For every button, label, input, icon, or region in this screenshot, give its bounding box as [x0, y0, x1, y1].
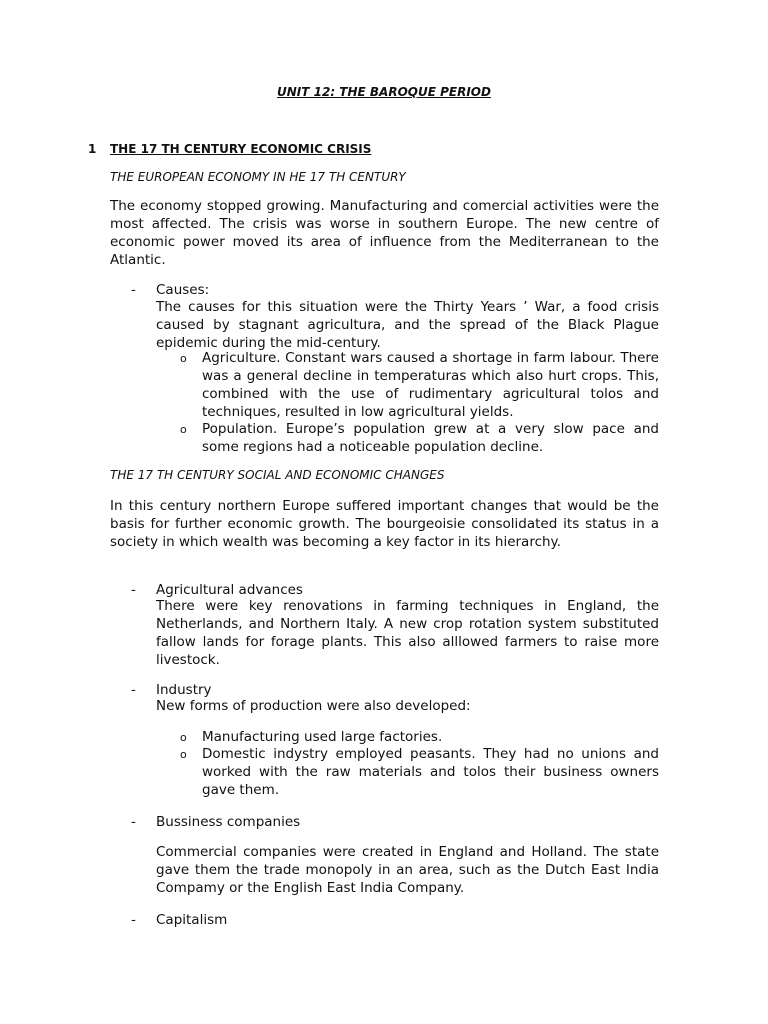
industry-manufacturing: Manufacturing used large factories. — [202, 729, 443, 745]
dash-marker: - — [131, 582, 136, 598]
subheading-european-economy: THE EUROPEAN ECONOMY IN HE 17 TH CENTURY — [110, 170, 406, 184]
dash-marker: - — [131, 282, 136, 298]
subheading-social-changes: THE 17 TH CENTURY SOCIAL AND ECONOMIC CHANGES — [110, 468, 445, 482]
business-companies-label: Bussiness companies — [156, 814, 301, 830]
bullet-marker: o — [180, 748, 187, 761]
agricultural-advances-label: Agricultural advances — [156, 582, 303, 598]
capitalism-label: Capitalism — [156, 912, 228, 928]
industry-body: New forms of production were also developed: — [156, 698, 471, 714]
causes-population: Population. Europe’s population grew at a very slow pace and some regions had a noticeable population decline. — [202, 421, 659, 455]
bullet-marker: o — [180, 352, 187, 365]
section-number: 1 — [88, 142, 97, 156]
dash-marker: - — [131, 682, 136, 698]
page-title: UNIT 12: THE BAROQUE PERIOD — [277, 85, 491, 99]
causes-label: Causes: — [156, 282, 210, 298]
causes-agriculture: Agriculture. Constant wars caused a shortage in farm labour. There was a general decline in temperaturas which also hurt crops. This, combined with the use of rudimentary agricultural tolos and techniques, resulted in low agricultural yields. — [202, 350, 659, 420]
bullet-marker: o — [180, 423, 187, 436]
causes-body: The causes for this situation were the Thirty Years ’ War, a food crisis caused by stagnant agricultura, and the spread of the Black Plague epidemic during the mid-century. — [156, 299, 659, 351]
section-title: THE 17 TH CENTURY ECONOMIC CRISIS — [110, 142, 372, 156]
business-companies-body: Commercial companies were created in England and Holland. The state gave them the trade monopoly in an area, such as the Dutch East India Compamy or the English East India Company. — [156, 844, 659, 896]
agricultural-advances-body: There were key renovations in farming techniques in England, the Netherlands, and Northern Italy. A new crop rotation system substituted fallow lands for forage plants. This also alllowed farmers to raise more livestock. — [156, 598, 659, 668]
paragraph-northern-europe: In this century northern Europe suffered important changes that would be the basis for further economic growth. The bourgeoisie consolidated its status in a society in which wealth was becoming a key factor in its hierarchy. — [110, 498, 659, 550]
industry-domestic: Domestic indystry employed peasants. They had no unions and worked with the raw materials and tolos their business owners gave them. — [202, 746, 659, 798]
bullet-marker: o — [180, 731, 187, 744]
dash-marker: - — [131, 814, 136, 830]
paragraph-economy: The economy stopped growing. Manufacturing and comercial activities were the most affected. The crisis was worse in southern Europe. The new centre of economic power moved its area of influence from the Mediterranean to the Atlantic. — [110, 198, 659, 268]
industry-label: Industry — [156, 682, 212, 698]
dash-marker: - — [131, 912, 136, 928]
